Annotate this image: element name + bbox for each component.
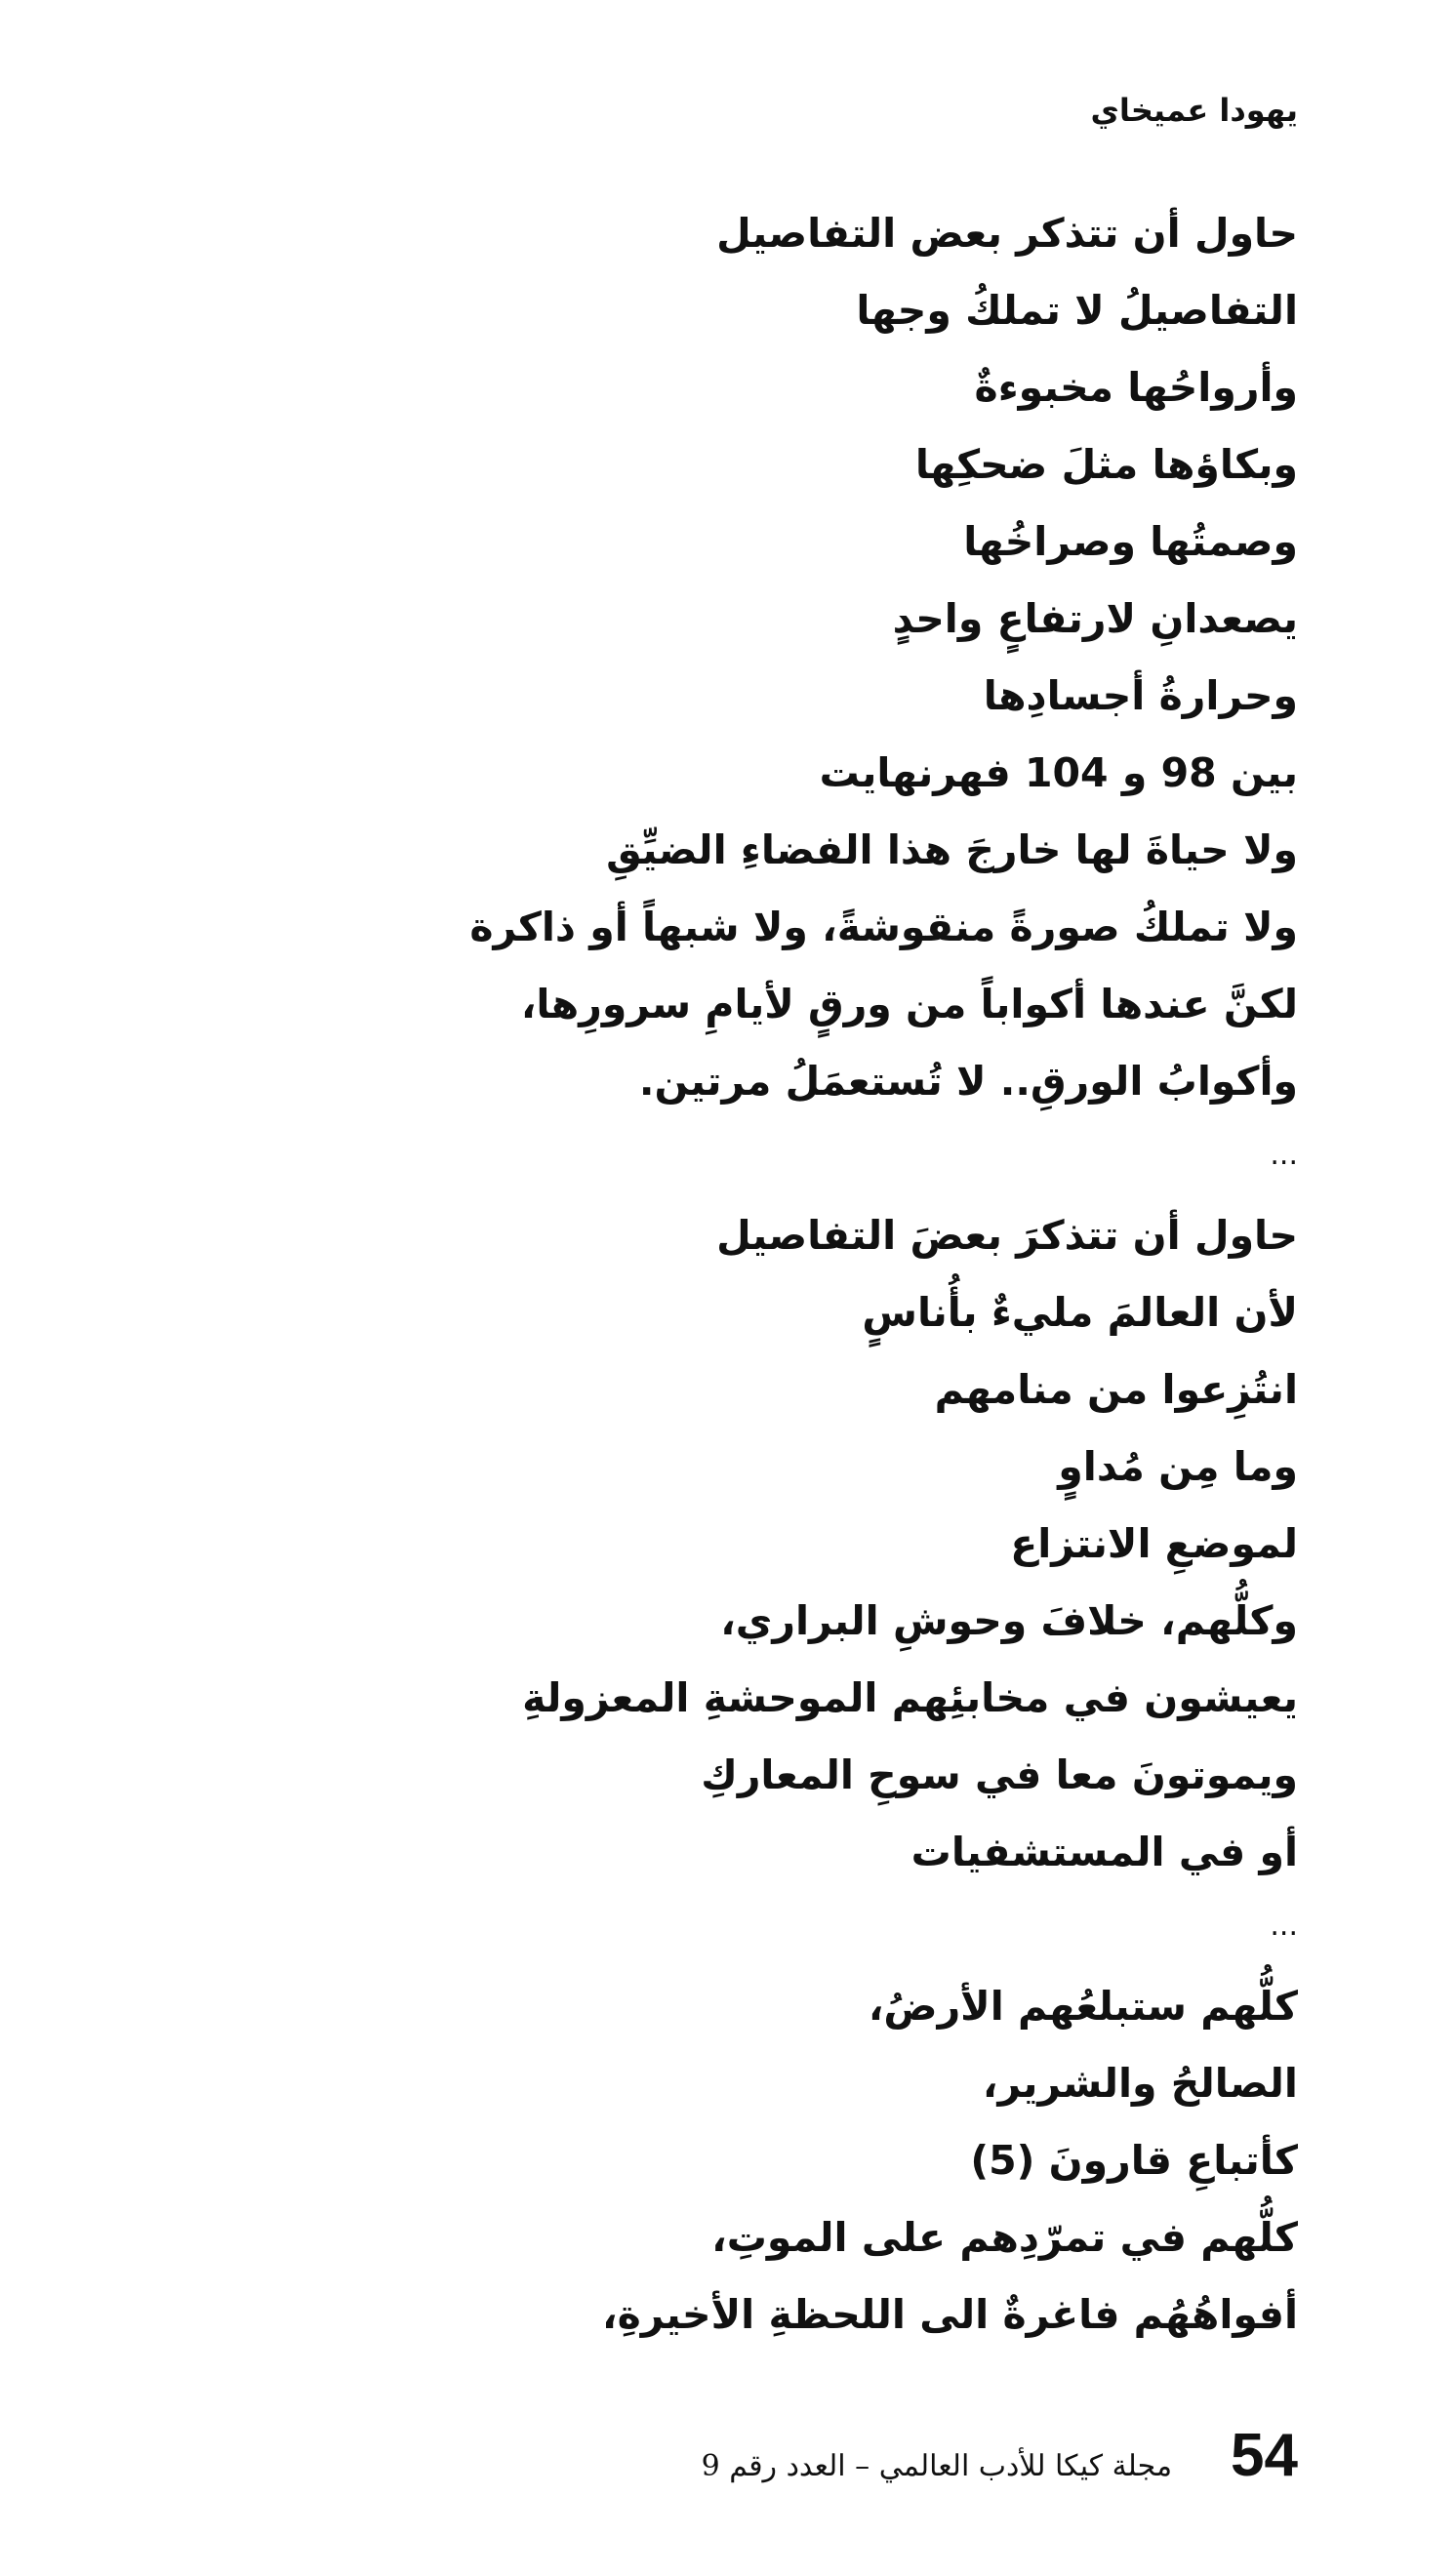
poem-line: كلُّهم في تمرّدِهم على الموتِ، <box>711 2214 1298 2261</box>
poem-line: كلُّهم ستبلعُهم الأرضُ، <box>868 1983 1298 2030</box>
poem-line: وأرواحُها مخبوءةٌ <box>974 364 1298 411</box>
poem-line: وحرارةُ أجسادِها <box>983 672 1298 719</box>
poem-line: انتُزِعوا من منامهم <box>934 1366 1298 1413</box>
poem-line: وكلُّهم، خلافَ وحوشِ البراري، <box>720 1597 1298 1644</box>
poem-line: وأكوابُ الورقِ.. لا تُستعمَلُ مرتين. <box>638 1058 1298 1105</box>
page-footer <box>702 2421 1298 2490</box>
poem-line: يعيشون في مخابئِهم الموحشةِ المعزولةِ <box>522 1674 1298 1721</box>
poem-line: يصعدانِ لارتفاعٍ واحدٍ <box>892 595 1298 642</box>
poem-line: ولا تملكُ صورةً منقوشةً، ولا شبهاً أو ذاكرة <box>469 904 1298 950</box>
poem-line: التفاصيلُ لا تملكُ وجها <box>856 287 1298 334</box>
stanza-separator: ... <box>1270 1138 1298 1172</box>
poem-line: حاول أن تتذكرَ بعضَ التفاصيل <box>716 1212 1298 1259</box>
poem-line: بين 98 و 104 فهرنهايت <box>819 749 1298 796</box>
poem-body <box>322 195 1298 2354</box>
poem-line: ولا حياةَ لها خارجَ هذا الفضاءِ الضيِّقِ <box>606 826 1298 873</box>
page-number: 54 <box>1231 2422 1298 2489</box>
poem-line: أفواهُهُم فاغرةٌ الى اللحظةِ الأخيرةِ، <box>602 2291 1298 2338</box>
poem-line: وبكاؤها مثلَ ضحكِها <box>914 441 1298 488</box>
poem-line: ويموتونَ معا في سوحِ المعاركِ <box>701 1751 1298 1798</box>
stanza-separator: ... <box>1270 1909 1298 1943</box>
poem-line: لموضعِ الانتزاع <box>1010 1520 1298 1567</box>
poem-line: لكنَّ عندها أكواباً من ورقٍ لأيامِ سرورِها، <box>520 981 1298 1027</box>
journal-title: مجلة كيكا للأدب العالمي – العدد رقم 9 <box>701 2449 1173 2483</box>
poem-line: وما مِن مُداوٍ <box>1058 1443 1298 1490</box>
poem-line: حاول أن تتذكر بعض التفاصيل <box>716 210 1298 257</box>
poem-line: كأتباعِ قارونَ (5) <box>970 2137 1298 2184</box>
poem-line: لأن العالمَ مليءٌ بأُناسٍ <box>862 1289 1298 1336</box>
poem-line: وصمتُها وصراخُها <box>963 518 1298 565</box>
author-header: يهودا عميخاي <box>1090 92 1298 129</box>
poem-line: الصالحُ والشرير، <box>982 2060 1298 2107</box>
poem-line: أو في المستشفيات <box>910 1829 1298 1875</box>
